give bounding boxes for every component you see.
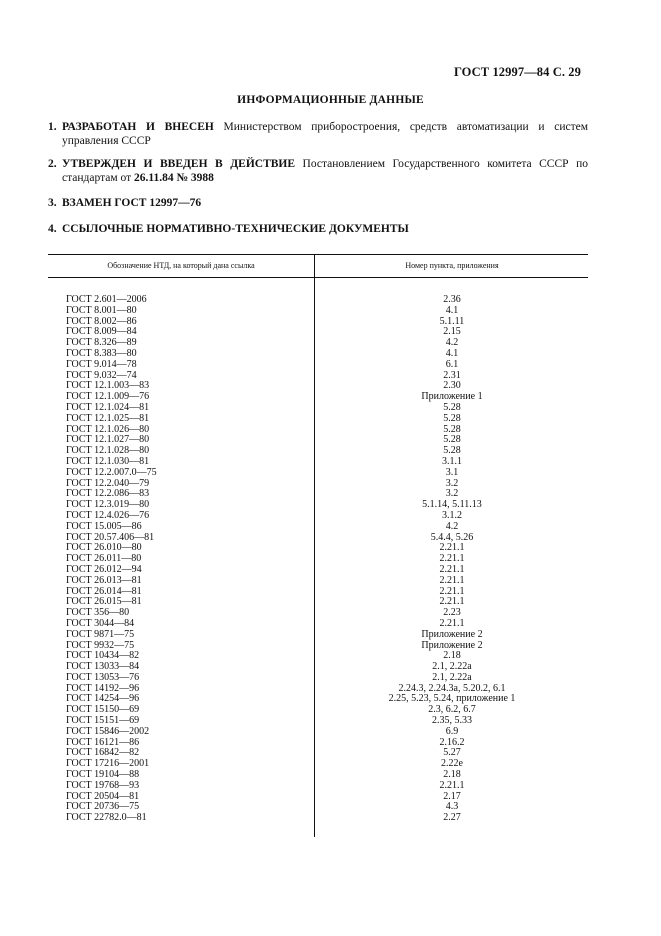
document-reference: ГОСТ 12.3.019—80 [66,499,150,511]
clause-number: 3.1.2 [442,509,462,521]
document-reference: ГОСТ 20736—75 [66,801,140,813]
section-date: 26.11.84 № 3988 [134,172,214,184]
document-reference: ГОСТ 22782.0—81 [66,812,147,824]
section-3 [48,196,588,210]
document-reference: ГОСТ 20504—81 [66,790,140,802]
clause-number: 2.21.1 [439,779,465,791]
clause-number: 5.28 [443,401,461,413]
table-row [48,522,588,533]
references-table [48,254,588,824]
section-4 [48,222,588,236]
document-reference: ГОСТ 10434—82 [66,650,140,662]
document-reference: ГОСТ 8.001—80 [66,304,137,316]
document-reference: ГОСТ 13053—76 [66,671,140,683]
clause-number: 2.1, 2.22а [432,661,472,673]
document-reference: ГОСТ 15.005—86 [66,520,142,532]
doc-title: ИНФОРМАЦИОННЫЕ ДАННЫЕ [237,94,424,106]
clause-number: Приложение 2 [421,628,483,640]
section-text: Постановлением Государственного комитета СССР по стандартам от [62,158,588,184]
clause-number: 2.17 [443,790,461,802]
clause-number: 5.1.14, 5.11.13 [422,499,482,511]
clause-number: 2.1, 2.22а [432,671,472,683]
table-row [48,597,588,608]
document-reference: ГОСТ 12.1.025—81 [66,412,150,424]
document-reference: ГОСТ 15151—69 [66,715,140,727]
clause-number: 2.21.1 [439,542,465,554]
clause-number: 3.1 [445,466,459,478]
table-row [48,414,588,425]
clause-number: 2.35, 5.33 [432,715,472,727]
clause-number: 4.1 [445,347,459,359]
section-lead: ВЗАМЕН ГОСТ 12997—76 [62,197,202,209]
document-reference: ГОСТ 26.011—80 [66,553,142,565]
clause-number: Приложение 2 [421,639,483,651]
document-reference: ГОСТ 12.2.007.0—75 [66,466,157,478]
clause-number: 2.21.1 [439,596,465,608]
section-number: 3. [48,197,57,209]
clause-number: 2.23 [443,607,461,619]
clause-number: 5.28 [443,445,461,457]
clause-number: 2.18 [443,769,461,781]
clause-number: 5.28 [443,412,461,424]
document-reference: ГОСТ 12.1.027—80 [66,434,150,446]
table-row [48,468,588,479]
document-reference: ГОСТ 15150—69 [66,704,140,716]
clause-number: 4.1 [445,304,459,316]
section-2 [48,157,588,185]
clause-number: 5.28 [443,423,461,435]
document-reference: ГОСТ 9.032—74 [66,369,137,381]
clause-number: 2.31 [443,369,461,381]
document-reference: ГОСТ 8.326—89 [66,337,137,349]
document-reference: ГОСТ 12.1.009—76 [66,391,150,403]
document-reference: ГОСТ 26.014—81 [66,585,142,597]
table-row [48,306,588,317]
document-reference: ГОСТ 2.601—2006 [66,294,147,305]
section-number: 1. [48,121,57,133]
clause-number: Приложение 1 [421,391,483,403]
document-reference: ГОСТ 12.1.028—80 [66,445,150,457]
clause-number: 2.21.1 [439,553,465,565]
document-reference: ГОСТ 9932—75 [66,639,135,651]
document-reference: ГОСТ 16842—82 [66,747,140,759]
clause-number: 2.25, 5.23, 5.24, приложение 1 [388,693,516,705]
document-reference: ГОСТ 8.383—80 [66,347,137,359]
clause-number: 3.2 [445,477,459,489]
clause-number: 5.4.4, 5.26 [430,531,474,543]
clause-number: 2.36 [443,294,461,305]
clause-number: 5.27 [443,747,461,759]
clause-number: 6.1 [445,358,459,370]
document-reference: ГОСТ 26.012—94 [66,563,142,575]
document-reference: ГОСТ 14192—96 [66,682,140,694]
document-reference: ГОСТ 9871—75 [66,628,135,640]
clause-number: 4.3 [445,801,459,813]
document-reference: ГОСТ 3044—84 [66,617,135,629]
document-reference: ГОСТ 26.015—81 [66,596,142,608]
clause-number: 2.22е [441,758,463,770]
table-row [48,630,588,641]
table-row [48,576,588,587]
document-reference: ГОСТ 8.002—86 [66,315,137,327]
document-reference: ГОСТ 12.1.026—80 [66,423,150,435]
clause-number: 5.28 [443,434,461,446]
document-reference: ГОСТ 12.1.003—83 [66,380,150,392]
document-reference: ГОСТ 12.2.040—79 [66,477,150,489]
table-header [48,254,588,278]
section-1 [48,120,588,148]
document-reference: ГОСТ 26.010—80 [66,542,142,554]
clause-number: 6.9 [445,725,459,737]
document-reference: ГОСТ 12.1.024—81 [66,401,150,413]
clause-number: 2.24.3, 2.24.3а, 5.20.2, 6.1 [398,682,506,694]
clause-number: 2.21.1 [439,563,465,575]
document-reference: ГОСТ 16121—86 [66,736,140,748]
table-row [48,360,588,371]
clause-number: 2.21.1 [439,585,465,597]
document-reference: ГОСТ 12.4.026—76 [66,509,150,521]
section-number: 2. [48,158,57,170]
document-reference: ГОСТ 14254—96 [66,693,140,705]
clause-number: 3.1.1 [442,455,462,467]
page-header: ГОСТ 12997—84 С. 29 [453,65,581,79]
document-reference: ГОСТ 13033—84 [66,661,140,673]
document-reference: ГОСТ 15846—2002 [66,725,150,737]
document-reference: ГОСТ 19768—93 [66,779,140,791]
document-reference: ГОСТ 8.009—84 [66,326,137,338]
table-row [48,813,588,824]
table-body [48,278,588,824]
column-header-document: Обозначение НТД, на который дана ссылка [107,261,255,270]
clause-number: 2.27 [443,812,461,824]
section-text: Министерством приборостроения, средств автоматизации и систем управления СССР [62,121,588,147]
document-reference: ГОСТ 17216—2001 [66,758,150,770]
clause-number: 2.18 [443,650,461,662]
document-reference: ГОСТ 20.57.406—81 [66,531,155,543]
document-reference: ГОСТ 356—80 [66,607,130,619]
document-reference: ГОСТ 9.014—78 [66,358,137,370]
section-number: 4. [48,223,57,235]
document-reference: ГОСТ 12.1.030—81 [66,455,150,467]
section-lead: УТВЕРЖДЕН И ВВЕДЕН В ДЕЙСТВИЕ [62,158,296,170]
clause-number: 5.1.11 [439,315,465,327]
column-header-clause: Номер пункта, приложения [405,261,499,270]
section-lead: РАЗРАБОТАН И ВНЕСЕН [62,121,214,133]
clause-number: 2.3, 6.2, 6.7 [428,704,476,716]
clause-number: 2.21.1 [439,574,465,586]
section-lead: ССЫЛОЧНЫЕ НОРМАТИВНО-ТЕХНИЧЕСКИЕ ДОКУМЕНТЫ [62,223,409,235]
document-reference: ГОСТ 19104—88 [66,769,140,781]
clause-number: 2.16.2 [439,736,465,748]
clause-number: 4.2 [445,520,459,532]
clause-number: 3.2 [445,488,459,500]
clause-number: 4.2 [445,337,459,349]
clause-number: 2.15 [443,326,461,338]
document-reference: ГОСТ 26.013—81 [66,574,142,586]
document-reference: ГОСТ 12.2.086—83 [66,488,150,500]
clause-number: 2.21.1 [439,617,465,629]
clause-number: 2.30 [443,380,461,392]
